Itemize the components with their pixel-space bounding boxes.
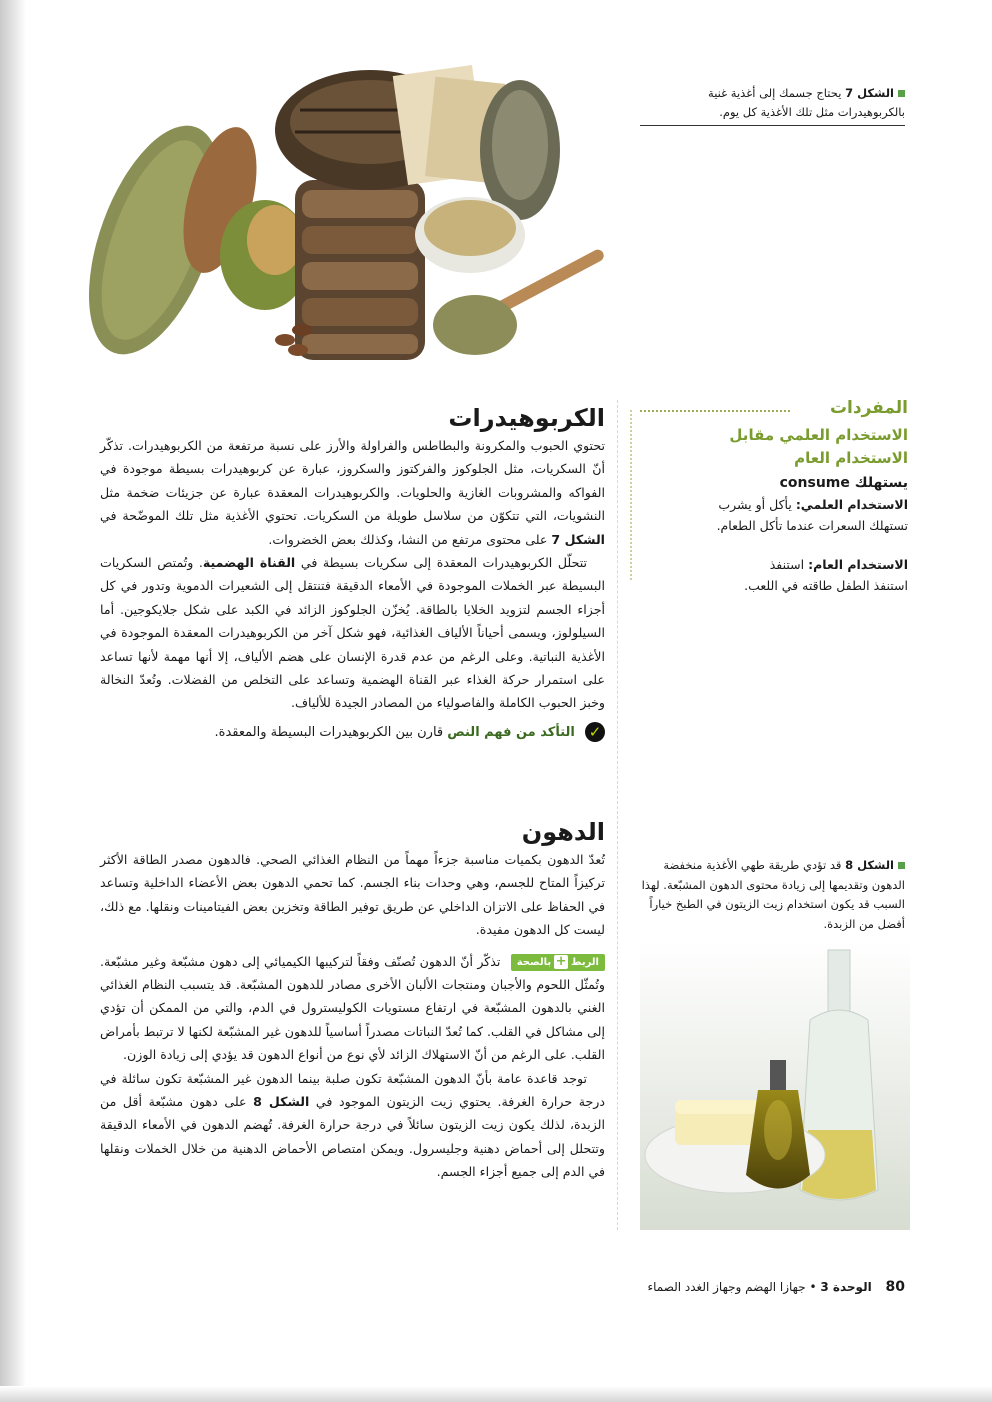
vocabulary-box: [640, 398, 908, 596]
vocab-title-row: [640, 398, 908, 424]
carbohydrates-p1-text: تحتوي الحبوب والمكرونة والبطاطس والفراولة والأرز على نسبة مرتفعة من الكربوهيدرات. تذكّر أنّ السكريات، مثل الجلوكوز والفركتوز والسكروز، عبارة عن كربوهيدرات بسيطة موجودة في الفواكه والمشروبات الغازية والحلويات. والكربوهيدرات المعقدة عبارة عن جزيئات ضخمة مثل النشويات، التي تتكوّن من سلاسل طويلة من السكريات. تحتوي الأغذية مثل تلك الموضّحة في: [100, 438, 605, 524]
carbohydrates-p2-start: تتحلّل الكربوهيدرات المعقدة إلى سكريات بسيطة في: [300, 555, 587, 571]
vocab-science-definition: [640, 494, 908, 515]
vocab-term: يستهلك consume: [779, 475, 908, 491]
digestive-tract-term: القناة الهضمية: [202, 555, 296, 571]
reading-check-question: قارن بين الكربوهيدرات البسيطة والمعقدة.: [214, 724, 444, 740]
page-number: 80: [885, 1279, 905, 1295]
health-connection-tag: [511, 954, 605, 971]
footer-title: جهازا الهضم وجهاز الغدد الصماء: [647, 1280, 806, 1294]
sliced-bread-illustration: [295, 180, 425, 360]
reading-check-label: التأكد من فهم النص: [447, 724, 575, 740]
fats-heading: الدهون: [521, 818, 605, 846]
page-edge-shadow: [0, 0, 26, 1402]
reading-check: [100, 721, 605, 745]
vocab-science-example: تستهلك السعرات عندما تأكل الطعام.: [716, 518, 908, 533]
caption-bullet-icon: [898, 90, 905, 97]
figure8-olive-oil-butter-image: [640, 940, 910, 1230]
column-divider: [617, 400, 618, 1230]
vocab-common-def: استنفذ: [769, 557, 805, 572]
vocab-common-label: الاستخدام العام:: [808, 557, 908, 572]
fats-p3-end: على دهون مشبّعة أقل من الزبدة، لذلك يكون زيت الزيتون سائلاً في درجة حرارة الغرفة. تُهضم الدهون في الأمعاء الدقيقة وتتحلل إلى أحماض دهنية وجليسرول. ويمكن امتصاص الأحماض الدهنية من خلال الخملات ونقلها في الدم إلى جميع أجزاء الجسم.: [100, 1094, 605, 1180]
carbohydrates-paragraph-2: [100, 551, 605, 715]
vocab-science-label: الاستخدام العلمي:: [795, 497, 908, 512]
checkmark-icon: ✓: [585, 722, 605, 742]
figure7-carbohydrate-foods-image: [70, 40, 640, 370]
fats-p2-text: تذكّر أنّ الدهون تُصنّف وفقاً لتركيبها الكيميائي إلى دهون مشبّعة وغير مشبّعة. وتُمثّل اللحوم والأجبان ومنتجات الألبان الأخرى مصادر للدهون المشبّعة. قد يتسبب النظام الغذائي الغني بالدهون المشبّعة في ارتفاع مستويات الكوليسترول في الدم، والتي من الممكن أن تؤدي إلى مشاكل في القلب. كما تُعدّ النباتات مصدراً أساسياً للدهون غير المشبّعة لكنها لا ترتبط بأمراض القلب. على الرغم من أنّ الاستهلاك الزائد لأي نوع من أنواع الدهون قد يؤدي إلى زيادة الوزن.: [100, 953, 605, 1063]
carbohydrates-p1-end: على محتوى مرتفع من النشا، وكذلك بعض الخضروات.: [268, 531, 548, 547]
vocab-subtitle-line1: الاستخدام العلمي مقابل: [729, 426, 908, 444]
plus-icon: +: [555, 953, 567, 969]
carbohydrates-fig7-ref: الشكل 7: [551, 531, 605, 547]
vocab-common-definition: [640, 554, 908, 575]
vocab-side-dots: [630, 410, 632, 580]
figure7-caption-text: يحتاج جسمك إلى أغذية غنية بالكربوهيدرات مثل تلك الأغذية كل يوم.: [708, 86, 905, 119]
page-edge-bottom-shadow: [0, 1386, 992, 1402]
vocab-title-dots: [640, 410, 790, 412]
carbohydrates-paragraph-1: [100, 434, 605, 551]
vocab-subtitle-line2: الاستخدام العام: [794, 449, 908, 467]
fats-paragraph-2: [100, 950, 605, 1067]
oats-bowl-illustration: [415, 197, 525, 273]
seeded-loaf-illustration: [480, 80, 560, 220]
fats-paragraph-3: [100, 1067, 605, 1184]
figure7-caption: [640, 84, 905, 126]
footer-separator: •: [809, 1280, 817, 1294]
figure8-label: الشكل 8: [845, 858, 894, 872]
caption-bullet-icon: [898, 862, 905, 869]
vocab-title: المفردات: [829, 398, 908, 418]
vocab-common-example: استنفذ الطفل طاقته في اللعب.: [744, 578, 908, 593]
figure7-label: الشكل 7: [845, 86, 894, 100]
fats-section: [100, 816, 605, 1184]
carbohydrates-p2-rest: . وتُمتص السكريات البسيطة عبر الخملات الموجودة في الأمعاء الدقيقة فتنتقل إلى الشعيرات الدموية وتدور في كل أجزاء الجسم لتزويد الخلايا بالطاقة. يُخزّن الجلوكوز الزائد في الكبد على شكل جلايكوجين. أما السيلولوز، ويسمى أحياناً الألياف الغذائية، فهو شكل آخر من الكربوهيدرات المعقدة الموجودة في الأغذية النباتية. وعلى الرغم من عدم قدرة الإنسان على هضم الألياف، إلا أنها مهمة لأنها تساعد على استمرار حركة الغذاء عبر القناة الهضمية وتساعد على التخلص من الفضلات. وتُعدّ النخالة وخبز الحبوب الكاملة والفاصولياء من المصادر الجيدة للألياف.: [100, 555, 605, 711]
page-footer: [560, 1277, 905, 1297]
vocab-science-def: يأكل أو يشرب: [718, 497, 792, 512]
fats-paragraph-1: تُعدّ الدهون بكميات مناسبة جزءاً مهماً من النظام الغذائي الصحي. فالدهون مصدر الطاقة الأكثر تركيزاً المتاح للجسم، وهي وحدات بناء الجسم. كما تحمي الدهون بعض الأعضاء الداخلية وتساعد في الحفاظ على الاتزان الداخلي عن طريق توفير الطاقة وتخزين بعض الفيتامينات ونقلها. مع ذلك، ليست كل الدهون مفيدة.: [100, 852, 605, 938]
carbohydrates-heading: الكربوهيدرات: [448, 404, 605, 432]
figure8-caption: [640, 856, 905, 934]
health-tag-word1: الربط: [571, 956, 599, 968]
fats-fig8-ref: الشكل 8: [253, 1094, 310, 1110]
fats-p3-start: توجد قاعدة عامة بأنّ الدهون المشبّعة تكون صلبة بينما الدهون غير المشبّعة تكون سائلة في درجة حرارة الغرفة. يحتوي زيت الزيتون الموجود في: [100, 1070, 605, 1110]
health-tag-word2: بالصحة: [516, 956, 552, 968]
figure8-caption-text: قد تؤدي طريقة طهي الأغذية منخفضة الدهون وتقديمها إلى زيادة محتوى الدهون المشبّعة. لهذا السبب قد يكون استخدام زيت الزيتون في الطبخ خياراً أفضل من الزبدة.: [641, 858, 905, 931]
carbohydrates-section: [100, 402, 605, 745]
footer-unit: الوحدة 3: [820, 1280, 872, 1294]
